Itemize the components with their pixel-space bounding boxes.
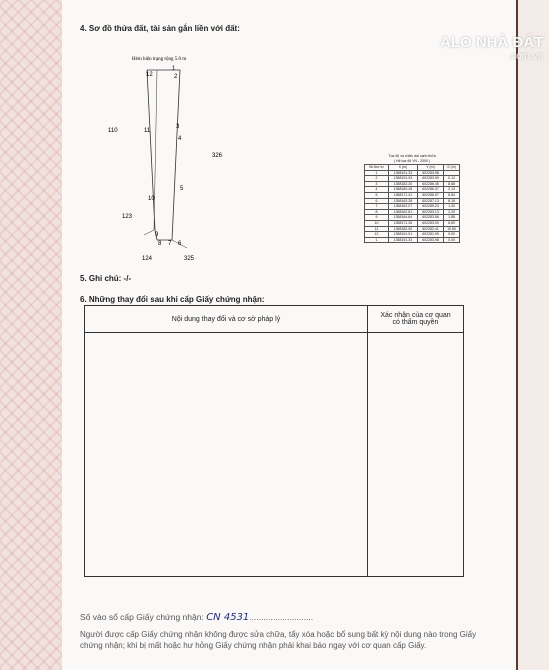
coordinate-cell: 1358182.00	[388, 226, 417, 232]
parcel-label: 123	[122, 214, 133, 220]
coordinate-cell: 1.00	[444, 204, 460, 210]
serial-line	[80, 612, 480, 623]
coordinate-cell: 5	[365, 192, 389, 198]
point-label: 7	[168, 241, 172, 247]
coordinate-cell: 1358191.93	[388, 176, 417, 182]
coordinate-cell: 1358191.01	[388, 232, 417, 238]
coordinate-cell: 602286.97	[417, 192, 443, 198]
coordinate-cell: 0.12	[444, 176, 460, 182]
coordinate-cell: 10.80	[444, 226, 460, 232]
coordinate-cell: 1358180.28	[388, 187, 417, 193]
coordinate-cell: 10	[365, 220, 389, 226]
coordinate-caption: Tọa độ và chiều dài cạnh thửa	[388, 154, 436, 158]
coordinate-cell: 8	[365, 209, 389, 215]
coordinate-row	[365, 237, 460, 243]
parcel-boundary	[144, 230, 154, 235]
changes-table	[84, 305, 464, 577]
coordinate-cell: 4	[365, 187, 389, 193]
coordinate-cell: 3	[365, 181, 389, 187]
parcel-diagram	[62, 40, 362, 270]
column-header: X (m)	[388, 165, 417, 171]
column-header: Số thứ tự	[365, 165, 389, 171]
coordinate-cell: 602283.00	[417, 220, 443, 226]
coordinate-cell: 2.20	[444, 209, 460, 215]
point-label: 2	[174, 74, 178, 80]
section-6-title: 6. Những thay đổi sau khi cấp Giấy chứng nhận:	[80, 295, 265, 304]
coordinate-cell: 602283.99	[417, 176, 443, 182]
changes-body-confirmation	[368, 333, 464, 577]
coordinate-cell: 1358164.64	[388, 215, 417, 221]
confirmation-line-1: Xác nhận của cơ quan	[380, 312, 451, 319]
coordinate-table	[364, 154, 460, 243]
coordinate-cell: 7	[365, 204, 389, 210]
coordinate-cell: 1358171.41	[388, 192, 417, 198]
coordinate-cell: 6.69	[444, 220, 460, 226]
parcel-label: 326	[212, 153, 223, 159]
coordinate-cell: 9	[365, 215, 389, 221]
road-label: Hẻm hiện trạng rộng 5.0 m	[132, 57, 187, 62]
coordinate-cell: 11	[365, 226, 389, 232]
coordinate-cell: 602283.98	[417, 170, 443, 176]
changes-column-confirmation	[368, 306, 464, 333]
coordinate-cell: 2	[365, 176, 389, 182]
parcel-label: 110	[108, 128, 118, 134]
coordinate-cell: 9.00	[444, 232, 460, 238]
point-label: 5	[180, 186, 184, 192]
coordinate-cell: 602283.56	[417, 215, 443, 221]
coordinate-cell: 2.13	[444, 187, 460, 193]
watermark-logo	[440, 34, 543, 62]
changes-column-content: Nội dung thay đổi và cơ sở pháp lý	[85, 306, 368, 333]
column-header: S (m)	[444, 165, 460, 171]
coordinate-cell: 1358191.33	[388, 237, 417, 243]
watermark-domain: .com.vn	[508, 51, 544, 62]
coordinate-cell: 0.00	[444, 237, 460, 243]
point-label: 10	[148, 196, 155, 202]
section-5-title: 5. Ghi chú: -/-	[80, 274, 132, 283]
point-label: 9	[155, 232, 159, 238]
coordinate-cell: 1358171.26	[388, 220, 417, 226]
coordinate-cell: 602286.45	[417, 181, 443, 187]
changes-header-row	[85, 306, 464, 333]
footer-note: Người được cấp Giấy chứng nhận không được sửa chữa, tẩy xóa hoặc bổ sung bất kỳ nội dung nào trong Giấy chứng nhận; khi bị mất hoặc hư hỏng Giấy chứng nhận phải khai báo ngay với cơ quan cấp Giấy.	[80, 630, 477, 650]
changes-body-content	[85, 333, 368, 577]
column-header: Y (m)	[417, 165, 443, 171]
coordinate-cell: 1358162.07	[388, 204, 417, 210]
confirmation-line-2: có thẩm quyền	[392, 319, 439, 326]
point-label: 8	[158, 241, 162, 247]
coordinate-cell: 8.16	[444, 198, 460, 204]
coordinate-cell: 602282.41	[417, 226, 443, 232]
coordinate-cell: 1358162.81	[388, 209, 417, 215]
coordinate-cell: 8.84	[444, 192, 460, 198]
coordinate-cell: 1.88	[444, 215, 460, 221]
coordinate-cell: 602283.98	[417, 237, 443, 243]
coordinate-cell: 602286.37	[417, 187, 443, 193]
point-label: 6	[178, 241, 182, 247]
coordinate-cell: 602283.13	[417, 209, 443, 215]
changes-body-row	[85, 333, 464, 577]
coordinate-cell: 12	[365, 232, 389, 238]
page-edge	[516, 0, 549, 670]
point-label: 1	[172, 66, 176, 72]
point-label: 4	[178, 136, 182, 142]
coordinate-cell: 1358191.33	[388, 170, 417, 176]
serial-dots: ...........................	[249, 612, 314, 622]
parcel-label: 325	[184, 256, 195, 262]
coordinate-cell: 1358163.28	[388, 198, 417, 204]
coordinate-caption-system: ( Hệ tọa độ VN - 2000 )	[393, 159, 431, 163]
point-label: 3	[176, 124, 180, 130]
point-label: 11	[144, 128, 151, 134]
coordinate-cell: 1	[365, 170, 389, 176]
coordinate-cell: 8.68	[444, 181, 460, 187]
coordinate-cell: 1	[365, 237, 389, 243]
decorative-border	[0, 0, 63, 670]
coordinate-cell: 6	[365, 198, 389, 204]
parcel-inner-line	[154, 70, 157, 230]
parcel-label: 124	[142, 256, 153, 262]
section-4-title: 4. Sơ đồ thửa đất, tài sản gắn liền với đất:	[80, 24, 240, 33]
coordinate-cell: 602285.23	[417, 204, 443, 210]
coordinate-cell: 602281.99	[417, 232, 443, 238]
serial-label: Số vào sổ cấp Giấy chứng nhận:	[80, 612, 204, 622]
point-label: 12	[146, 72, 153, 78]
coordinate-cell: 602287.13	[417, 198, 443, 204]
serial-value: CN 4531	[206, 612, 250, 623]
coordinate-cell: 1358182.20	[388, 181, 417, 187]
watermark-brand: ALO NHÀ ĐẤT	[440, 34, 544, 51]
parcel-outline	[147, 70, 180, 240]
footer	[80, 612, 480, 651]
